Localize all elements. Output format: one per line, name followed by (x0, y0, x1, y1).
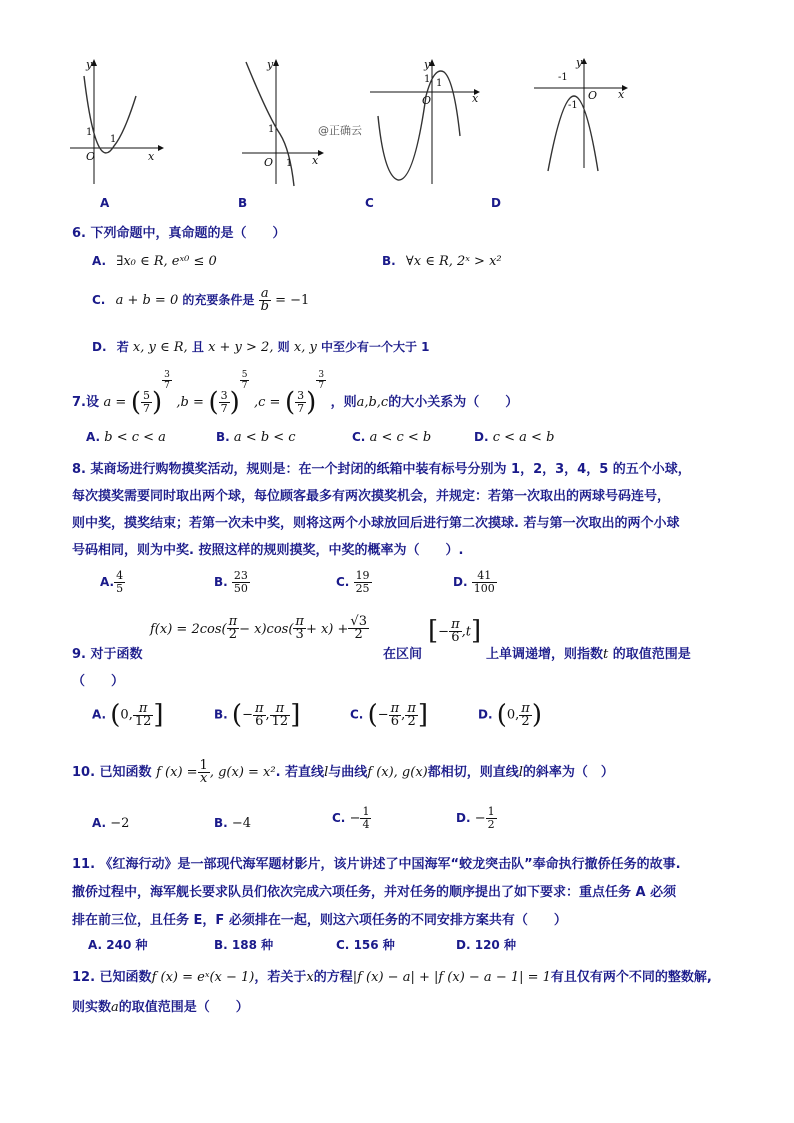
graph-label-c: C (365, 196, 374, 210)
q7-option-d: D. c < a < b (474, 430, 555, 445)
graph-c-x-label: x (472, 92, 479, 105)
q6-option-c (92, 288, 309, 313)
q7-b-num: 3 (220, 389, 228, 402)
q9-pre: 9. 对于函数 (72, 647, 143, 662)
q7-a-num: 5 (143, 389, 150, 402)
q6-d-t1: 且 (191, 340, 204, 354)
q6-c-post: = −1 (275, 293, 310, 308)
q9-post: 上单调递增，则指数t 的取值范围是 (486, 647, 691, 662)
q12-line-2: 则实数a的取值范围是（ ） (72, 1000, 249, 1015)
q6-option-a (92, 254, 217, 269)
q7-number: 7. (72, 395, 86, 410)
q9-option-a: A. (0, $\frac{\pi}{12}$ ] (92, 700, 164, 730)
q6-d-t2: 则 (277, 340, 290, 354)
q7-option-a: A. b < c < a (86, 430, 166, 445)
q7-stem: 7.设 a = ( $\frac{5}{7}$ ) $^{\frac{3}{7}}$ ,b = ( $\frac{3}{7}$ ) $^{\frac{5}{7}}$ ,c = ( $\frac{3}{7}$ ) $^{\frac{3}{7}}$ ，则a,b,c的大小关系为（ ） (72, 370, 519, 418)
q7-tail-math: a,b,c (356, 395, 389, 410)
graph-a-origin: O (86, 150, 96, 163)
q6-d-t3: 中至少有一个大于 1 (321, 340, 430, 354)
q9-interval: [− $\frac{\pi}{6}$ ,t] (428, 616, 482, 646)
graph-d (528, 56, 638, 176)
q6-d-m2: x + y > 2, (208, 340, 274, 355)
graph-label-b: B (238, 196, 248, 210)
q11-line-1: 11. 《红海行动》是一部现代海军题材影片，该片讲述了中国海军“蛟龙突击队”奉命执行撤侨任务的故事. (72, 857, 681, 872)
q7-b-lhs: ,b = (176, 395, 204, 410)
q11-line-2: 撤侨过程中，海军舰长要求队员们依次完成六项任务，并对任务的顺序提出了如下要求：重点任务 A 必须 (72, 885, 677, 900)
q8-line-1: 8. 某商场进行购物摸奖活动，规则是：在一个封闭的纸箱中装有标号分别为 1，2，3，4，5 的五个小球， (72, 462, 691, 477)
q10-option-d: D. − $\frac{1}{2}$ (456, 805, 495, 831)
graph-d-y-label: y (576, 56, 583, 69)
q6-c-pre: a + b = 0 (115, 293, 179, 308)
q6-c-label: C. (92, 293, 106, 307)
q7-option-c: C. a < c < b (352, 430, 432, 445)
q7-option-b: B. a < b < c (216, 430, 296, 445)
q9-paren: （ ） (72, 674, 125, 689)
graph-a-x-label: x (148, 150, 155, 163)
q8-option-d: D. $\frac{41}{100}$ (453, 569, 495, 595)
q7-c-exp-den: 7 (318, 381, 325, 391)
q6-b-math: ∀x ∈ R, 2ˣ > x² (405, 254, 502, 269)
q7-a-exp-num: 3 (164, 370, 170, 380)
q6-c-fraction: $\frac{a}{b}$ (260, 286, 269, 314)
graph-d-y-neg-one: -1 (568, 100, 578, 111)
q11-line-3: 排在前三位，且任务 E，F 必须排在一起，则这六项任务的不同安排方案共有（ ） (72, 913, 567, 928)
graph-d-origin: O (588, 89, 598, 102)
watermark: @正确云 (318, 124, 362, 137)
q6-a-math: ∃x₀ ∈ R, eˣ⁰ ≤ 0 (116, 254, 217, 269)
q10-option-b: B. −4 (214, 816, 252, 831)
graph-c-y-label: y (424, 58, 431, 71)
q6-d-m3: x, y (293, 340, 317, 355)
graph-d-x-label: x (618, 88, 625, 101)
graph-a-y-label: y (86, 58, 93, 71)
q7-a-den: 7 (143, 402, 150, 415)
q7-c-num: 3 (297, 389, 305, 402)
q8-option-c: C. $\frac{19}{25}$ (336, 569, 370, 595)
graph-a-x-one: 1 (110, 134, 117, 145)
q6-c-mid: 的充要条件是 (182, 293, 255, 307)
graph-b-origin: O (264, 156, 274, 169)
graph-label-d: D (491, 196, 501, 210)
q7-a-lhs: a = (103, 395, 127, 410)
graph-b-y-one: 1 (268, 124, 275, 135)
graph-c-origin: O (422, 94, 432, 107)
q10-option-a: A. −2 (92, 816, 130, 831)
q9-interval-text: 在区间 (383, 647, 423, 662)
graph-a-y-one: 1 (86, 127, 93, 138)
q8-line-2: 每次摸奖需要同时取出两个球，每位顾客最多有两次摸奖机会，并规定：若第一次取出的两球号码连号， (72, 489, 671, 504)
graph-b-y-label: y (267, 58, 274, 71)
graph-b-x-label: x (312, 154, 319, 167)
q9-option-c: C. (− $\frac{\pi}{6}$ , $\frac{\pi}{2}$ ] (350, 700, 429, 730)
q9-function: f(x) = 2cos( $\frac{\pi}{2}$ − x)cos( $\frac{\pi}{3}$ + x) + $\frac{√3}{2}$ (150, 614, 367, 642)
q9-option-b: B. (− $\frac{\pi}{6}$ , $\frac{\pi}{12}$ ] (214, 700, 301, 730)
graph-a (66, 56, 166, 191)
q8-line-3: 则中奖，摸奖结束；若第一次未中奖，则将这两个小球放回后进行第二次摸球. 若与第一次取出的两个小球 (72, 516, 680, 531)
q7-b-exp-num: 5 (241, 370, 248, 380)
graph-c (368, 56, 488, 191)
q7-she: 设 (85, 395, 99, 410)
q6-a-label: A. (92, 254, 107, 268)
q6-b-label: B. (382, 254, 396, 268)
q6-stem: 6. 下列命题中，真命题的是（ ） (72, 226, 286, 241)
q8-option-a: A. $\frac{4}{5}$ (100, 569, 124, 595)
graph-b (238, 56, 328, 191)
q11-option-c: C. 156 种 (336, 938, 395, 952)
q7-tail-pre: ，则 (330, 395, 357, 410)
q11-option-d: D. 120 种 (456, 938, 516, 952)
graph-b-x-one: 1 (286, 158, 293, 169)
q7-c-den: 7 (297, 402, 305, 415)
q7-c-exp-num: 3 (318, 370, 325, 380)
q8-option-b: B. $\frac{23}{50}$ (214, 569, 248, 595)
q11-option-a: A. 240 种 (88, 938, 148, 952)
q6-option-d (92, 338, 430, 355)
q6-d-pre: 若 (116, 340, 129, 354)
graph-label-a: A (100, 196, 110, 210)
graph-c-y-one: 1 (424, 74, 431, 85)
q9-option-d: D. (0, $\frac{\pi}{2}$ ) (478, 700, 542, 730)
q10-stem: 10. 已知函数 f (x) = $\frac{1}{x}$ , g(x) = x². 若直线l与曲线f (x), g(x)都相切，则直线l的斜率为（ ） (72, 758, 614, 786)
q7-b-den: 7 (220, 402, 228, 415)
q7-c-lhs: ,c = (254, 395, 281, 410)
graph-c-x-one: 1 (436, 78, 443, 89)
graph-d-x-neg-one: -1 (558, 72, 568, 83)
q7-b-exp-den: 7 (241, 381, 248, 391)
q10-option-c: C. − $\frac{1}{4}$ (332, 805, 370, 831)
q8-line-4: 号码相同，则为中奖. 按照这样的规则摸奖，中奖的概率为（ ）. (72, 543, 464, 558)
q7-tail-post: 的大小关系为（ ） (388, 395, 519, 410)
q11-option-b: B. 188 种 (214, 938, 274, 952)
q12-line-1: 12. 已知函数f (x) = eˣ(x − 1)，若关于x的方程|f (x) − a| + |f (x) − a − 1| = 1有且仅有两个不同的整数解, (72, 970, 712, 985)
q7-a-exp-den: 7 (164, 381, 170, 391)
q6-d-m1: x, y ∈ R, (132, 340, 188, 355)
q6-d-label: D. (92, 340, 107, 354)
q6-option-b (382, 254, 502, 269)
